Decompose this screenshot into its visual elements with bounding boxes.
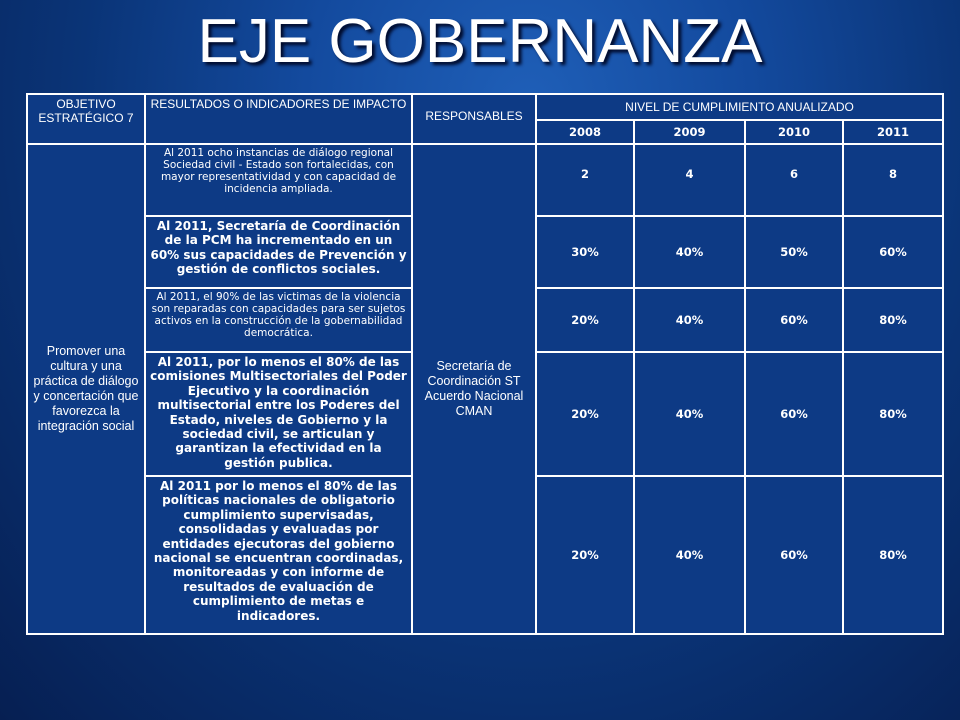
value-cell: 40% (634, 476, 745, 634)
objetivo-cell: Promover una cultura y una práctica de diálogo y concertación que favorezca la integración social (27, 144, 145, 634)
header-year-2008: 2008 (536, 120, 634, 144)
value-cell: 60% (745, 288, 843, 352)
value-cell: 60% (745, 352, 843, 476)
value-cell: 40% (634, 216, 745, 288)
value-cell: 80% (843, 288, 943, 352)
value-cell: 2 (536, 144, 634, 216)
value-cell: 60% (745, 476, 843, 634)
value-cell: 4 (634, 144, 745, 216)
value-cell: 8 (843, 144, 943, 216)
value-cell: 30% (536, 216, 634, 288)
value-cell: 60% (843, 216, 943, 288)
indicator-cell: Al 2011 ocho instancias de diálogo regional Sociedad civil - Estado son fortalecidas, con mayor representatividad y con capacidad de incidencia ampliada. (145, 144, 412, 216)
value-cell: 20% (536, 476, 634, 634)
governance-table (26, 93, 944, 635)
value-cell: 6 (745, 144, 843, 216)
header-year-2010: 2010 (745, 120, 843, 144)
header-responsables: RESPONSABLES (412, 94, 536, 144)
indicator-cell: Al 2011 por lo menos el 80% de las políticas nacionales de obligatorio cumplimiento supervisadas, consolidadas y evaluadas por entidades ejecutoras del gobierno nacional se encuentran coordinadas, monitoreadas y con informe de resultados de evaluación de cumplimiento de metas e indicadores. (145, 476, 412, 634)
value-cell: 40% (634, 288, 745, 352)
indicator-cell: Al 2011, Secretaría de Coordinación de la PCM ha incrementado en un 60% sus capacidades de Prevención y gestión de conflictos sociales. (145, 216, 412, 288)
value-cell: 20% (536, 288, 634, 352)
value-cell: 50% (745, 216, 843, 288)
table-header-row (27, 94, 943, 120)
indicator-cell: Al 2011, el 90% de las victimas de la violencia son reparadas con capacidades para ser sujetos activos en la construcción de la gobernabilidad democrática. (145, 288, 412, 352)
table-row (27, 144, 943, 216)
value-cell: 80% (843, 476, 943, 634)
value-cell: 40% (634, 352, 745, 476)
value-cell: 80% (843, 352, 943, 476)
slide-title: EJE GOBERNANZA (197, 7, 763, 76)
header-year-2009: 2009 (634, 120, 745, 144)
value-cell: 20% (536, 352, 634, 476)
header-resultados: RESULTADOS O INDICADORES DE IMPACTO (145, 94, 412, 144)
header-year-2011: 2011 (843, 120, 943, 144)
header-nivel-cumplimiento: NIVEL DE CUMPLIMIENTO ANUALIZADO (536, 94, 943, 120)
responsables-cell: Secretaría de Coordinación ST Acuerdo Nacional CMAN (412, 144, 536, 634)
header-objetivo: OBJETIVO ESTRATÉGICO 7 (27, 94, 145, 144)
indicator-cell: Al 2011, por lo menos el 80% de las comisiones Multisectoriales del Poder Ejecutivo y la coordinación multisectorial entre los Poderes del Estado, niveles de Gobierno y la sociedad civil, se articulan y garantizan la efectividad en la gestión publica. (145, 352, 412, 476)
